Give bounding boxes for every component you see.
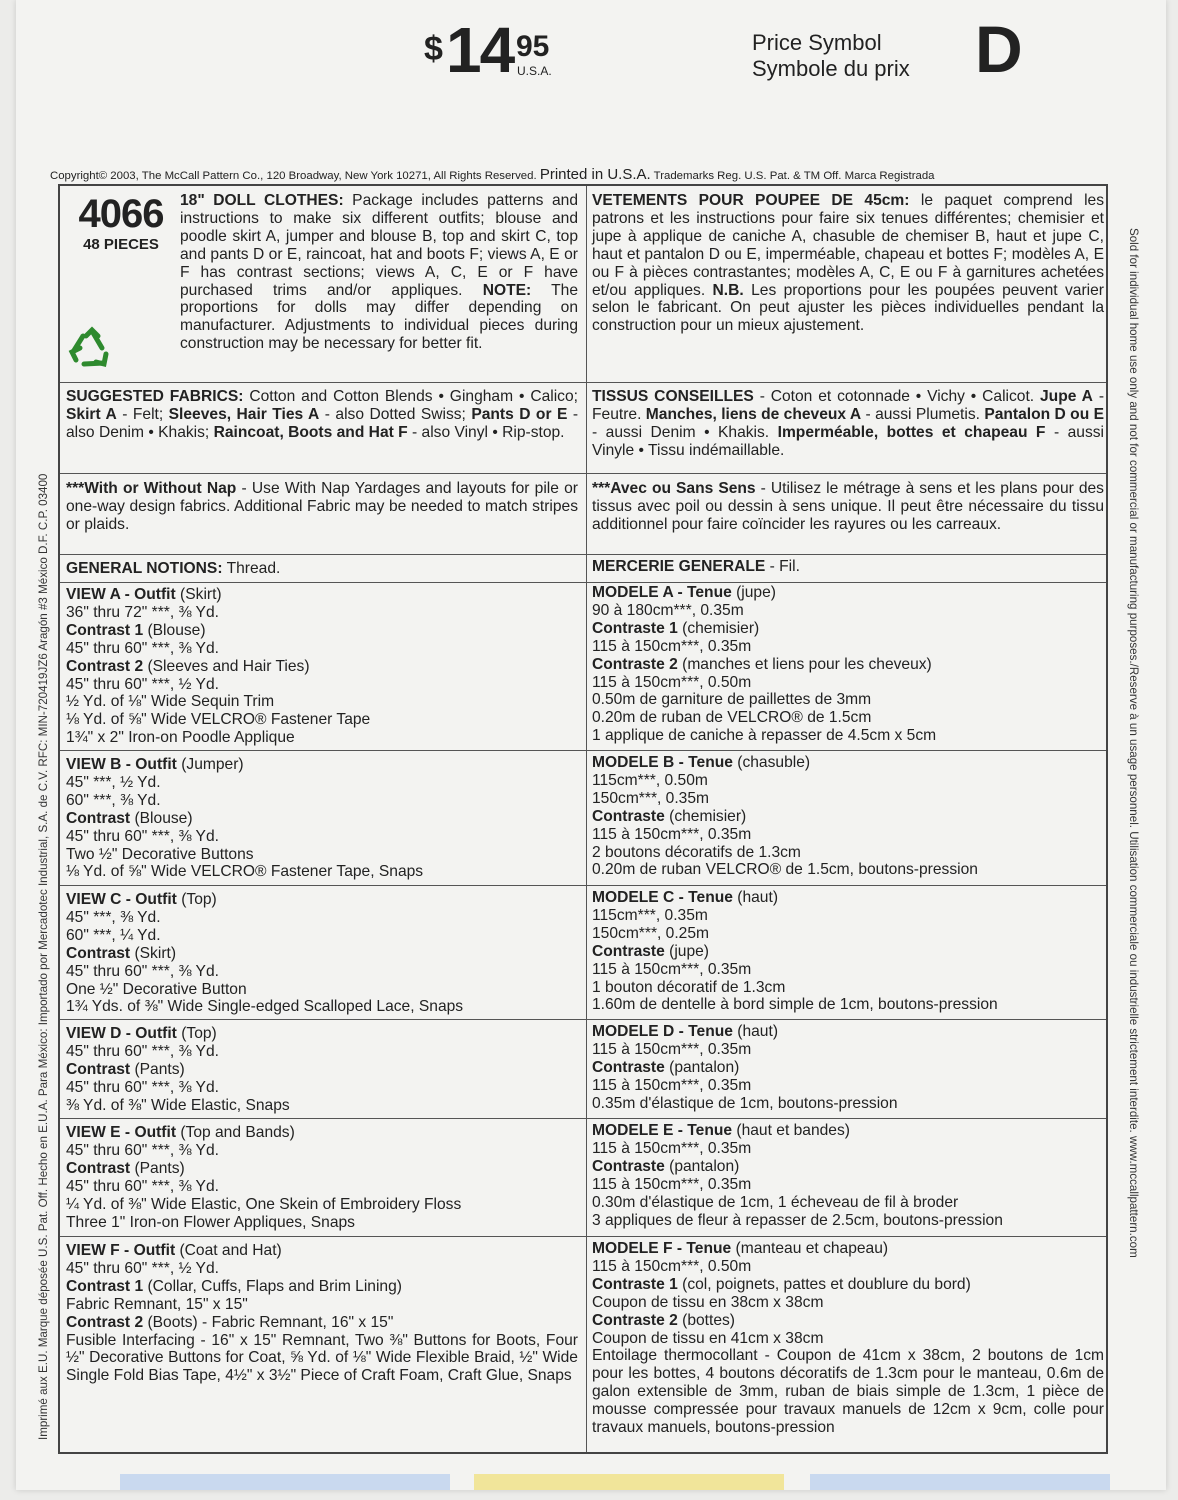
nap-en (66, 480, 578, 534)
modele-f-subtitle: (manteau et chapeau) (731, 1240, 889, 1257)
modele-c-metrage: 115cm***, 0.35m (592, 906, 708, 924)
view-b-notion: Two ½" Decorative Buttons (66, 845, 254, 863)
view-f-fr (592, 1240, 1104, 1437)
view-b-en (66, 756, 578, 881)
price-whole: 14 (446, 14, 514, 86)
fabrics-text-en: - also Dotted Swiss; (319, 405, 472, 423)
notions-label-fr: MERCERIE GENERALE (592, 558, 766, 575)
view-a-contrast-1-yardage: 45" thru 60" ***, ⅜ Yd. (66, 639, 219, 657)
view-b-contrast: Contrast (66, 809, 131, 827)
copyright-text: Copyright© 2003, The McCall Pattern Co., 120 Broadway, New York 10271, All Rights Reserved. (50, 170, 537, 182)
view-c-contrast: Contrast (66, 944, 131, 962)
modele-c-contraste-metrage: 115 à 150cm***, 0.35m (592, 960, 752, 978)
modele-a-mercerie: 0.20m de ruban de VELCRO® de 1.5cm (592, 709, 872, 727)
view-a-contrast-2: Contrast 2 (66, 657, 144, 675)
modele-d-contraste: Contraste (592, 1058, 665, 1076)
fabrics-text-fr: - Feutre. (592, 388, 1105, 423)
modele-b-mercerie: 2 boutons décoratifs de 1.3cm (592, 843, 801, 861)
intro-text-fr: le paquet comprend les patrons et les instructions pour faire six tenues différentes; chemisier et jupe à applique de caniche A, chasuble de chemiser B, haut et jupe C, haut et pantalon D ou E, imperméable, chapeau et bottes F; modèles A, E ou F à pièces contrastantes; modèles A, C, E ou F à garnitures achetées et/ou appliques. (592, 192, 1105, 299)
modele-d-metrage: 115 à 150cm***, 0.35m (592, 1040, 752, 1058)
notions-text-en: Thread. (222, 560, 281, 577)
nap-text-fr: - Utilisez le métrage à sens et les plans pour des tissus avec poil ou dessin à sens unique. Il peut être nécessaire du tissu additionnel pour faire coïncider les rayures ou les carreaux. (592, 480, 1104, 533)
view-a-contrast-2-sub: (Sleeves and Hair Ties) (143, 657, 310, 675)
modele-f-metrage: 115 à 150cm***, 0.50m (592, 1257, 752, 1275)
modele-a-title: MODELE A - Tenue (592, 584, 732, 601)
modele-e-subtitle: (haut et bandes) (732, 1122, 850, 1139)
fabric-skirt-label: Skirt A (66, 405, 117, 423)
view-e-contrast: Contrast (66, 1159, 131, 1177)
view-d-contrast-sub: (Pants) (130, 1060, 185, 1078)
row-divider (60, 1236, 1106, 1237)
modele-c-mercerie: 1 bouton décoratif de 1.3cm (592, 978, 786, 996)
view-e-yardage: 45" thru 60" ***, ⅜ Yd. (66, 1141, 219, 1159)
pattern-number-block (66, 194, 176, 253)
view-e-title: VIEW E - Outfit (66, 1124, 177, 1141)
view-c-en (66, 891, 578, 1016)
modele-e-contraste: Contraste (592, 1157, 665, 1175)
view-b-fr (592, 754, 1104, 879)
row-divider (60, 885, 1106, 886)
view-a-subtitle: (Skirt) (175, 586, 222, 603)
fabric-pantalon-label: Pantalon D ou E (984, 405, 1104, 423)
modele-d-contraste-sub: (pantalon) (664, 1058, 740, 1076)
color-strip (120, 1474, 1120, 1490)
modele-d-contraste-metrage: 115 à 150cm***, 0.35m (592, 1076, 752, 1094)
modele-b-contraste-metrage: 115 à 150cm***, 0.35m (592, 825, 752, 843)
modele-b-title: MODELE B - Tenue (592, 754, 733, 771)
modele-f-contraste-1-metrage: Coupon de tissu en 38cm x 38cm (592, 1293, 824, 1311)
modele-b-subtitle: (chasuble) (732, 754, 811, 771)
view-c-contrast-yardage: 45" thru 60" ***, ⅜ Yd. (66, 962, 219, 980)
fabrics-en (66, 388, 578, 442)
modele-a-metrage: 90 à 180cm***, 0.35m (592, 601, 744, 619)
modele-e-title: MODELE E - Tenue (592, 1122, 733, 1139)
notions-label-en: GENERAL NOTIONS: (66, 560, 223, 577)
notions-text-fr: - Fil. (765, 558, 800, 575)
view-b-yardage: 45" ***, ½ Yd. (66, 773, 161, 791)
view-e-subtitle: (Top and Bands) (176, 1124, 295, 1141)
view-d-contrast: Contrast (66, 1060, 131, 1078)
view-a-title: VIEW A - Outfit (66, 586, 176, 603)
side-text-left: Imprimé aux E.U. Marque déposée U.S. Pat. Off. Hecho en E.U.A. Para México: Importado por Mercadotec Industrial, S.A. de C.V. RFC: MIN-720419JZ6 Aragón #3 México D.F. C.P. 03400 (37, 473, 50, 1440)
pattern-info-table (58, 184, 1108, 1454)
column-divider (586, 186, 587, 1452)
fabrics-text-fr: - Coton et cotonnade • Vichy • Calicot. (753, 388, 1040, 405)
row-divider (60, 582, 1106, 583)
fabrics-text-fr: - aussi Denim • Khakis. (592, 423, 778, 441)
view-a-notion: ⅛ Yd. of ⅝" Wide VELCRO® Fastener Tape (66, 711, 371, 729)
modele-e-contraste-sub: (pantalon) (664, 1157, 740, 1175)
modele-a-contraste-2-sub: (manches et liens pour les cheveux) (677, 655, 932, 673)
fabric-raincoat-label: Raincoat, Boots and Hat F (213, 423, 408, 441)
modele-a-contraste-1-sub: (chemisier) (677, 619, 760, 637)
note-label-fr: N.B. (712, 281, 744, 299)
view-d-title: VIEW D - Outfit (66, 1025, 177, 1042)
view-c-yardage: 60" ***, ¼ Yd. (66, 926, 161, 944)
fabrics-text-en: - also Denim • Khakis; (66, 405, 579, 441)
modele-f-contraste-2-sub: (bottes) (677, 1311, 735, 1329)
pattern-number: 4066 (78, 192, 164, 236)
modele-e-metrage: 115 à 150cm***, 0.35m (592, 1139, 752, 1157)
modele-b-metrage: 115cm***, 0.50m (592, 771, 708, 789)
modele-f-mercerie: Entoilage thermocollant - Coupon de 41cm x 38cm, 2 boutons de 1cm pour les bottes, 4 boutons décoratifs de 1.3cm pour le manteau, 0.6m de galon extensible de 3mm, ruban de biais simple de 1.3cm, 1 pièce de mousse compressée pour travaux manuels de 12cm x 9cm, colle pour travaux manuels, boutons-pression (592, 1347, 1104, 1437)
modele-f-contraste-1: Contraste 1 (592, 1275, 678, 1293)
notions-en (66, 560, 578, 578)
modele-a-mercerie: 0.50m de garniture de paillettes de 3mm (592, 691, 872, 709)
modele-c-title: MODELE C - Tenue (592, 889, 733, 906)
modele-c-mercerie: 1.60m de dentelle à bord simple de 1cm, boutons-pression (592, 996, 998, 1014)
fabrics-text-en: - also Vinyl • Rip-stop. (407, 423, 565, 441)
row-divider (60, 382, 1106, 383)
side-text-right: Sold for individual home use only and not for commercial or manufacturing purposes./Reserve à un usage personnel. Utilisation commerciale ou industrielle strictement interdite. www.mccallpattern.com (1127, 228, 1140, 1258)
view-b-title: VIEW B - Outfit (66, 756, 177, 773)
trademarks: Trademarks Reg. U.S. Pat. & TM Off. Marca Registrada (653, 170, 935, 182)
fabrics-label-en: SUGGESTED FABRICS: (66, 388, 244, 405)
modele-a-contraste-2: Contraste 2 (592, 655, 678, 673)
recycle-icon (68, 326, 114, 372)
view-a-contrast-1-sub: (Blouse) (143, 621, 206, 639)
modele-f-contraste-2: Contraste 2 (592, 1311, 678, 1329)
color-strip-left (120, 1474, 450, 1490)
fabric-impermeable-label: Imperméable, bottes et chapeau F (777, 423, 1046, 441)
modele-a-mercerie: 1 applique de caniche à repasser de 4.5cm x 5cm (592, 727, 937, 745)
modele-c-metrage: 150cm***, 0.25m (592, 924, 710, 942)
nap-fr (592, 480, 1104, 534)
modele-d-mercerie: 0.35m d'élastique de 1cm, boutons-pression (592, 1094, 898, 1112)
modele-b-metrage: 150cm***, 0.35m (592, 789, 710, 807)
view-d-notion: ⅜ Yd. of ⅜" Wide Elastic, Snaps (66, 1096, 290, 1114)
intro-text-en: Package includes patterns and instructions to make six different outfits; blouse and poodle skirt A, jumper and blouse B, top and skirt C, top and pants D or E, raincoat, hat and boots F; views A, E or F has contrast sections; views A, C, E or F have purchased trims and/or appliques. (180, 192, 578, 299)
modele-b-contraste-sub: (chemisier) (664, 807, 747, 825)
modele-a-subtitle: (jupe) (731, 584, 776, 601)
view-e-en (66, 1124, 578, 1231)
fabrics-text-fr: - aussi Vinyle • Tissu indémaillable. (592, 423, 1105, 459)
note-label-en: NOTE: (482, 281, 532, 299)
modele-a-contraste-1: Contraste 1 (592, 619, 678, 637)
view-f-title: VIEW F - Outfit (66, 1242, 176, 1259)
view-c-yardage: 45" ***, ⅜ Yd. (66, 908, 161, 926)
intro-label-fr: VETEMENTS POUR POUPEE DE 45cm: (592, 192, 910, 209)
view-a-en (66, 586, 578, 747)
view-b-yardage: 60" ***, ⅜ Yd. (66, 791, 161, 809)
fabrics-label-fr: TISSUS CONSEILLES (592, 388, 754, 405)
price-symbol-label-en: Price Symbol (752, 30, 882, 55)
modele-d-subtitle: (haut) (732, 1023, 779, 1040)
fabric-manches-label: Manches, liens de cheveux A (645, 405, 862, 423)
modele-f-contraste-1-sub: (col, poignets, pattes et doublure du bord) (677, 1275, 971, 1293)
modele-c-contraste: Contraste (592, 942, 665, 960)
view-b-subtitle: (Jumper) (176, 756, 244, 773)
view-b-notion: ⅛ Yd. of ⅝" Wide VELCRO® Fastener Tape, Snaps (66, 863, 424, 881)
fabrics-text-en: - Felt; (116, 405, 169, 423)
nap-text-en: - Use With Nap Yardages and layouts for pile or one-way design fabrics. Additional Fabric may be needed to match stripes or plaids. (66, 480, 578, 533)
nap-label-fr: ***Avec ou Sans Sens (592, 480, 756, 497)
modele-d-title: MODELE D - Tenue (592, 1023, 733, 1040)
view-a-contrast-1: Contrast 1 (66, 621, 144, 639)
view-a-notion: ½ Yd. of ⅛" Wide Sequin Trim (66, 693, 275, 711)
price-cents: 95 (516, 30, 550, 63)
modele-c-subtitle: (haut) (732, 889, 779, 906)
view-c-subtitle: (Top) (176, 891, 217, 908)
view-a-notion: 1¾" x 2" Iron-on Poodle Applique (66, 729, 295, 747)
view-c-notion: One ½" Decorative Button (66, 980, 247, 998)
view-f-contrast-1: Contrast 1 (66, 1277, 144, 1295)
view-f-yardage: 45" thru 60" ***, ½ Yd. (66, 1259, 219, 1277)
nap-label-en: ***With or Without Nap (66, 480, 237, 497)
modele-f-contraste-2-metrage: Coupon de tissu en 41cm x 38cm (592, 1329, 824, 1347)
row-divider (60, 1118, 1106, 1119)
fabrics-text-en: Cotton and Cotton Blends • Gingham • Calico; (243, 388, 578, 405)
price-dollar-sign: $ (424, 30, 443, 68)
view-d-en (66, 1025, 578, 1115)
view-c-fr (592, 889, 1104, 1014)
view-c-title: VIEW C - Outfit (66, 891, 177, 908)
intro-en (180, 192, 578, 353)
row-divider (60, 750, 1106, 751)
modele-b-contraste: Contraste (592, 807, 665, 825)
price-country: U.S.A. (517, 64, 552, 78)
view-d-contrast-yardage: 45" thru 60" ***, ⅜ Yd. (66, 1078, 219, 1096)
row-divider (60, 1019, 1106, 1020)
view-a-yardage: 36" thru 72" ***, ⅜ Yd. (66, 603, 219, 621)
row-divider (60, 554, 1106, 555)
color-strip-middle (474, 1474, 784, 1490)
modele-b-mercerie: 0.20m de ruban VELCRO® de 1.5cm, boutons-pression (592, 861, 978, 879)
view-f-contrast-1-sub: (Collar, Cuffs, Flaps and Brim Lining) (143, 1277, 402, 1295)
printed-in: Printed in U.S.A. (539, 166, 651, 183)
view-d-subtitle: (Top) (176, 1025, 217, 1042)
fabrics-fr (592, 388, 1104, 460)
view-e-contrast-yardage: 45" thru 60" ***, ⅜ Yd. (66, 1177, 219, 1195)
intro-label-en: 18" DOLL CLOTHES: (180, 192, 344, 209)
fabric-sleeves-label: Sleeves, Hair Ties A (168, 405, 320, 423)
modele-a-contraste-2-metrage: 115 à 150cm***, 0.50m (592, 673, 752, 691)
view-d-fr (592, 1023, 1104, 1113)
row-divider (60, 473, 1106, 474)
view-c-notion: 1¾ Yds. of ⅜" Wide Single-edged Scalloped Lace, Snaps (66, 998, 464, 1016)
modele-c-contraste-sub: (jupe) (664, 942, 709, 960)
view-e-contrast-sub: (Pants) (130, 1159, 185, 1177)
view-a-contrast-2-yardage: 45" thru 60" ***, ½ Yd. (66, 675, 219, 693)
view-f-contrast-2: Contrast 2 (66, 1313, 144, 1331)
fabric-jupe-label: Jupe A (1040, 388, 1093, 405)
modele-f-title: MODELE F - Tenue (592, 1240, 732, 1257)
color-strip-right (810, 1474, 1110, 1490)
modele-e-mercerie: 0.30m d'élastique de 1cm, 1 écheveau de fil à broder (592, 1193, 959, 1211)
fabric-pants-label: Pants D or E (471, 405, 568, 423)
view-f-contrast-1-yardage: Fabric Remnant, 15" x 15" (66, 1295, 248, 1313)
view-a-fr (592, 584, 1104, 745)
fabrics-text-fr: - aussi Plumetis. (861, 405, 985, 423)
modele-e-mercerie: 3 appliques de fleur à repasser de 2.5cm, boutons-pression (592, 1211, 1003, 1229)
view-b-contrast-sub: (Blouse) (130, 809, 193, 827)
view-f-en (66, 1242, 578, 1385)
view-f-subtitle: (Coat and Hat) (175, 1242, 282, 1259)
view-d-yardage: 45" thru 60" ***, ⅜ Yd. (66, 1042, 219, 1060)
view-f-contrast-2-sub: (Boots) - Fabric Remnant, 16" x 15" (143, 1313, 394, 1331)
price-symbol-letter: D (975, 12, 1023, 86)
view-c-contrast-sub: (Skirt) (130, 944, 177, 962)
view-b-contrast-yardage: 45" thru 60" ***, ⅜ Yd. (66, 827, 219, 845)
note-text-en: The proportions for dolls may differ depending on manufacturer. Adjustments to individual pieces during construction may be necessary for better fit. (180, 281, 578, 353)
note-text-fr: Les proportions pour les poupées peuvent varier selon le fabricant. On peut ajuster les pièces individuelles pendant la construction pour un mieux ajustement. (592, 281, 1104, 335)
price-symbol-label-fr: Symbole du prix (752, 56, 910, 81)
view-e-fr (592, 1122, 1104, 1229)
modele-a-contraste-1-metrage: 115 à 150cm***, 0.35m (592, 637, 752, 655)
copyright-line (50, 166, 935, 183)
intro-fr (592, 192, 1104, 335)
view-f-notions: Fusible Interfacing - 16" x 15" Remnant, Two ⅜" Buttons for Boots, Four ½" Decorative Buttons for Coat, ⅝ Yd. of ⅛" Wide Flexible Braid, ½" Wide Single Fold Bias Tape, 4½" x 3½" Piece of Craft Foam, Craft Glue, Snaps (66, 1331, 578, 1385)
notions-fr (592, 558, 1104, 576)
pattern-pieces: 48 PIECES (83, 236, 159, 253)
view-e-notion: Three 1" Iron-on Flower Appliques, Snaps (66, 1213, 355, 1231)
view-e-notion: ¼ Yd. of ⅜" Wide Elastic, One Skein of Embroidery Floss (66, 1195, 462, 1213)
modele-e-contraste-metrage: 115 à 150cm***, 0.35m (592, 1175, 752, 1193)
